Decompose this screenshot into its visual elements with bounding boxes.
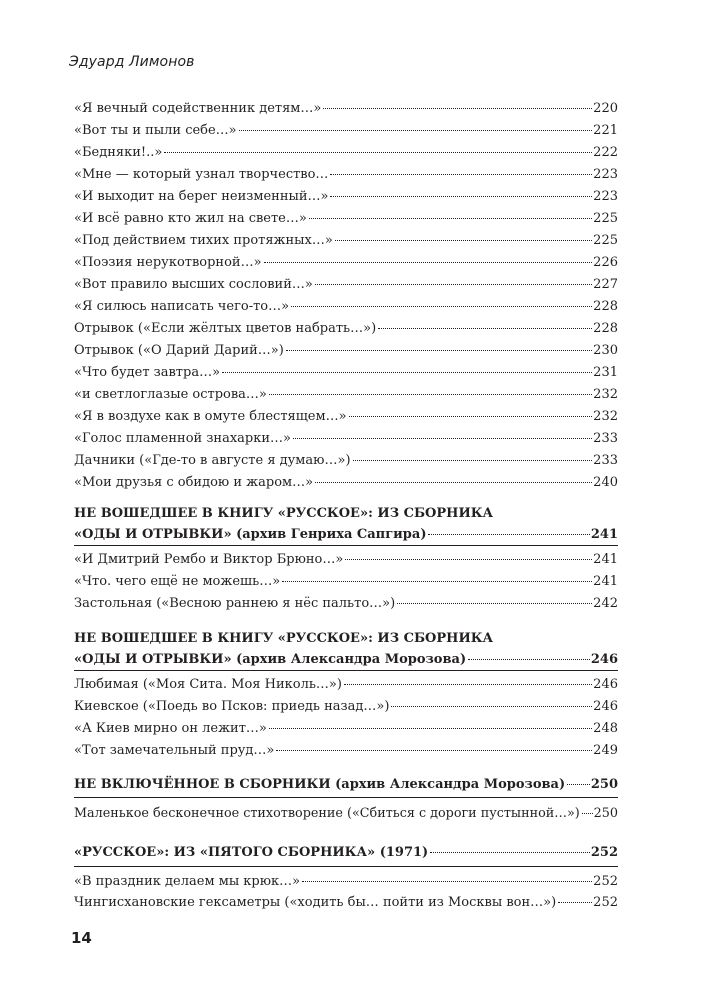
toc-entry-title: «Что будет завтра…» <box>74 365 221 380</box>
toc-entry-page: 226 <box>593 255 618 270</box>
dot-leader <box>558 902 592 903</box>
toc-entry-title: «Что. чего ещё не можешь…» <box>74 574 281 589</box>
toc-entry-page: 233 <box>593 431 618 446</box>
toc-entry[interactable] <box>74 453 618 469</box>
toc-entry-page: 220 <box>593 101 618 116</box>
toc-entry[interactable] <box>74 189 618 205</box>
section-rule <box>74 545 618 546</box>
section-heading-line1: НЕ ВОШЕДШЕЕ В КНИГУ «РУССКОЕ»: ИЗ СБОРНИКА <box>74 506 494 521</box>
toc-entry[interactable] <box>74 343 618 359</box>
dot-leader <box>353 460 593 461</box>
toc-entry-page: 225 <box>593 211 618 226</box>
toc-entry-title: Отрывок («Если жёлтых цветов набрать…») <box>74 321 377 336</box>
toc-entry-page: 232 <box>593 387 618 402</box>
toc-entry-title: Отрывок («О Дарий Дарий…») <box>74 343 284 358</box>
toc-entry[interactable] <box>74 874 618 890</box>
toc-entry-title: «Мне — который узнал творчество… <box>74 167 329 182</box>
toc-entry-page: 242 <box>593 596 618 611</box>
section-heading-line1: НЕ ВОШЕДШЕЕ В КНИГУ «РУССКОЕ»: ИЗ СБОРНИКА <box>74 631 494 646</box>
dot-leader <box>276 750 592 751</box>
dot-leader <box>164 152 592 153</box>
section-heading[interactable] <box>74 774 618 795</box>
dot-leader <box>330 174 592 175</box>
toc-entry-page: 223 <box>593 189 618 204</box>
toc-entry-page: 228 <box>593 299 618 314</box>
page-number: 14 <box>71 929 92 947</box>
dot-leader <box>349 416 593 417</box>
toc-entry-page: 230 <box>593 343 618 358</box>
toc-entry[interactable] <box>74 806 618 822</box>
dot-leader <box>567 784 590 785</box>
dot-leader <box>302 881 592 882</box>
toc-entry-title: Любимая («Моя Сита. Моя Николь…») <box>74 677 342 692</box>
section-heading-line1: «РУССКОЕ»: ИЗ «ПЯТОГО СБОРНИКА» (1971) <box>74 845 429 860</box>
toc-entry-title: Чингисхановские гексаметры («ходить бы… пойти из Москвы вон…») <box>74 895 557 910</box>
dot-leader <box>309 218 592 219</box>
toc-entry-page: 250 <box>593 806 618 821</box>
toc-entry-page: 252 <box>593 895 618 910</box>
toc-entry-title: «А Киев мирно он лежит…» <box>74 721 267 736</box>
toc-entry-title: «И выходит на берег неизменный…» <box>74 189 329 204</box>
section-heading[interactable] <box>74 628 618 670</box>
toc-entry-page: 233 <box>593 453 618 468</box>
dot-leader <box>323 108 592 109</box>
toc-entry-page: 228 <box>593 321 618 336</box>
dot-leader <box>269 728 592 729</box>
toc-entry[interactable] <box>74 277 618 293</box>
dot-leader <box>344 684 592 685</box>
toc-entry-page: 241 <box>593 574 618 589</box>
toc-entry[interactable] <box>74 721 618 737</box>
section-heading-page: 252 <box>590 845 618 860</box>
toc-entry[interactable] <box>74 743 618 759</box>
toc-entry[interactable] <box>74 677 618 693</box>
toc-entry-page: 232 <box>593 409 618 424</box>
dot-leader <box>315 284 592 285</box>
dot-leader <box>291 306 592 307</box>
toc-entry-title: «Вот ты и пыли себе…» <box>74 123 237 138</box>
toc-entry-page: 249 <box>593 743 618 758</box>
toc-entry-title: «Тот замечательный пруд…» <box>74 743 275 758</box>
toc-entry-title: «И всё равно кто жил на свете…» <box>74 211 307 226</box>
toc-entry-title: «Я силюсь написать чего-то…» <box>74 299 290 314</box>
toc-entry[interactable] <box>74 387 618 403</box>
dot-leader <box>269 394 592 395</box>
toc-entry-title: «Бедняки!..» <box>74 145 163 160</box>
section-rule <box>74 670 618 671</box>
toc-entry[interactable] <box>74 365 618 381</box>
toc-entry[interactable] <box>74 255 618 271</box>
toc-entry-page: 227 <box>593 277 618 292</box>
toc-entry-title: «Я вечный содейственник детям…» <box>74 101 322 116</box>
section-heading-page: 241 <box>590 527 618 542</box>
toc-entry-title: Киевское («Поедь во Псков: приедь назад…») <box>74 699 390 714</box>
toc-entry-title: Застольная («Весною раннею я нёс пальто…») <box>74 596 396 611</box>
toc-entry-page: 241 <box>593 552 618 567</box>
toc-entry[interactable] <box>74 101 618 117</box>
toc-entry-page: 223 <box>593 167 618 182</box>
dot-leader <box>345 559 592 560</box>
toc-entry[interactable] <box>74 475 618 491</box>
section-rule <box>74 866 618 867</box>
toc-entry-title: Дачники («Где-то в августе я думаю…») <box>74 453 351 468</box>
toc-entry[interactable] <box>74 895 618 911</box>
toc-entry[interactable] <box>74 167 618 183</box>
section-heading-line2: «ОДЫ И ОТРЫВКИ» (архив Генриха Сапгира) <box>74 527 427 542</box>
toc-entry[interactable] <box>74 409 618 425</box>
dot-leader <box>397 603 592 604</box>
dot-leader <box>468 659 590 660</box>
section-heading-line2: «ОДЫ И ОТРЫВКИ» (архив Александра Морозова) <box>74 652 467 667</box>
toc-entry-page: 246 <box>593 699 618 714</box>
toc-entry-title: «Мои друзья с обидою и жаром…» <box>74 475 314 490</box>
dot-leader <box>378 328 592 329</box>
section-heading[interactable] <box>74 842 618 863</box>
dot-leader <box>330 196 592 197</box>
toc-entry-title: «Поэзия нерукотворной…» <box>74 255 262 270</box>
toc-entry-page: 252 <box>593 874 618 889</box>
dot-leader <box>335 240 592 241</box>
toc-entry[interactable] <box>74 552 618 568</box>
toc-entry-page: 246 <box>593 677 618 692</box>
toc-entry[interactable] <box>74 574 618 590</box>
toc-entry-page: 225 <box>593 233 618 248</box>
dot-leader <box>286 350 592 351</box>
dot-leader <box>264 262 593 263</box>
section-rule <box>74 797 618 798</box>
toc-entry[interactable] <box>74 123 618 139</box>
section-heading-line1: НЕ ВКЛЮЧЁННОЕ В СБОРНИКИ (архив Александра Морозова) <box>74 777 566 792</box>
dot-leader <box>315 482 592 483</box>
dot-leader <box>582 813 593 814</box>
dot-leader <box>293 438 592 439</box>
toc-entry-title: Маленькое бесконечное стихотворение («Сбиться с дороги пустынной…») <box>74 806 580 821</box>
toc-entry[interactable] <box>74 596 618 612</box>
section-heading-page: 246 <box>590 652 618 667</box>
dot-leader <box>430 852 590 853</box>
toc-entry-title: «Голос пламенной знахарки…» <box>74 431 291 446</box>
dot-leader <box>391 706 592 707</box>
toc-entry[interactable] <box>74 431 618 447</box>
toc-entry-title: «И Дмитрий Рембо и Виктор Брюно…» <box>74 552 344 567</box>
toc-entry-title: «Под действием тихих протяжных…» <box>74 233 333 248</box>
toc-entry-title: «Я в воздухе как в омуте блестящем…» <box>74 409 347 424</box>
dot-leader <box>428 534 589 535</box>
running-header-author: Эдуард Лимонов <box>69 54 195 70</box>
toc-entry[interactable] <box>74 699 618 715</box>
section-heading-page: 250 <box>590 777 618 792</box>
toc-entry[interactable] <box>74 299 618 315</box>
toc-entry[interactable] <box>74 321 618 337</box>
toc-entry-title: «и светлоглазые острова…» <box>74 387 267 402</box>
toc-entry-page: 248 <box>593 721 618 736</box>
toc-entry-title: «Вот правило высших сословий…» <box>74 277 313 292</box>
section-heading[interactable] <box>74 503 618 545</box>
dot-leader <box>282 581 592 582</box>
toc-entry[interactable] <box>74 211 618 227</box>
dot-leader <box>239 130 593 131</box>
toc-entry-page: 222 <box>593 145 618 160</box>
toc-entry[interactable] <box>74 145 618 161</box>
toc-entry-page: 221 <box>593 123 618 138</box>
toc-entry-title: «В праздник делаем мы крюк…» <box>74 874 301 889</box>
toc-entry[interactable] <box>74 233 618 249</box>
toc-entry-page: 240 <box>593 475 618 490</box>
toc-entry-page: 231 <box>593 365 618 380</box>
dot-leader <box>222 372 592 373</box>
